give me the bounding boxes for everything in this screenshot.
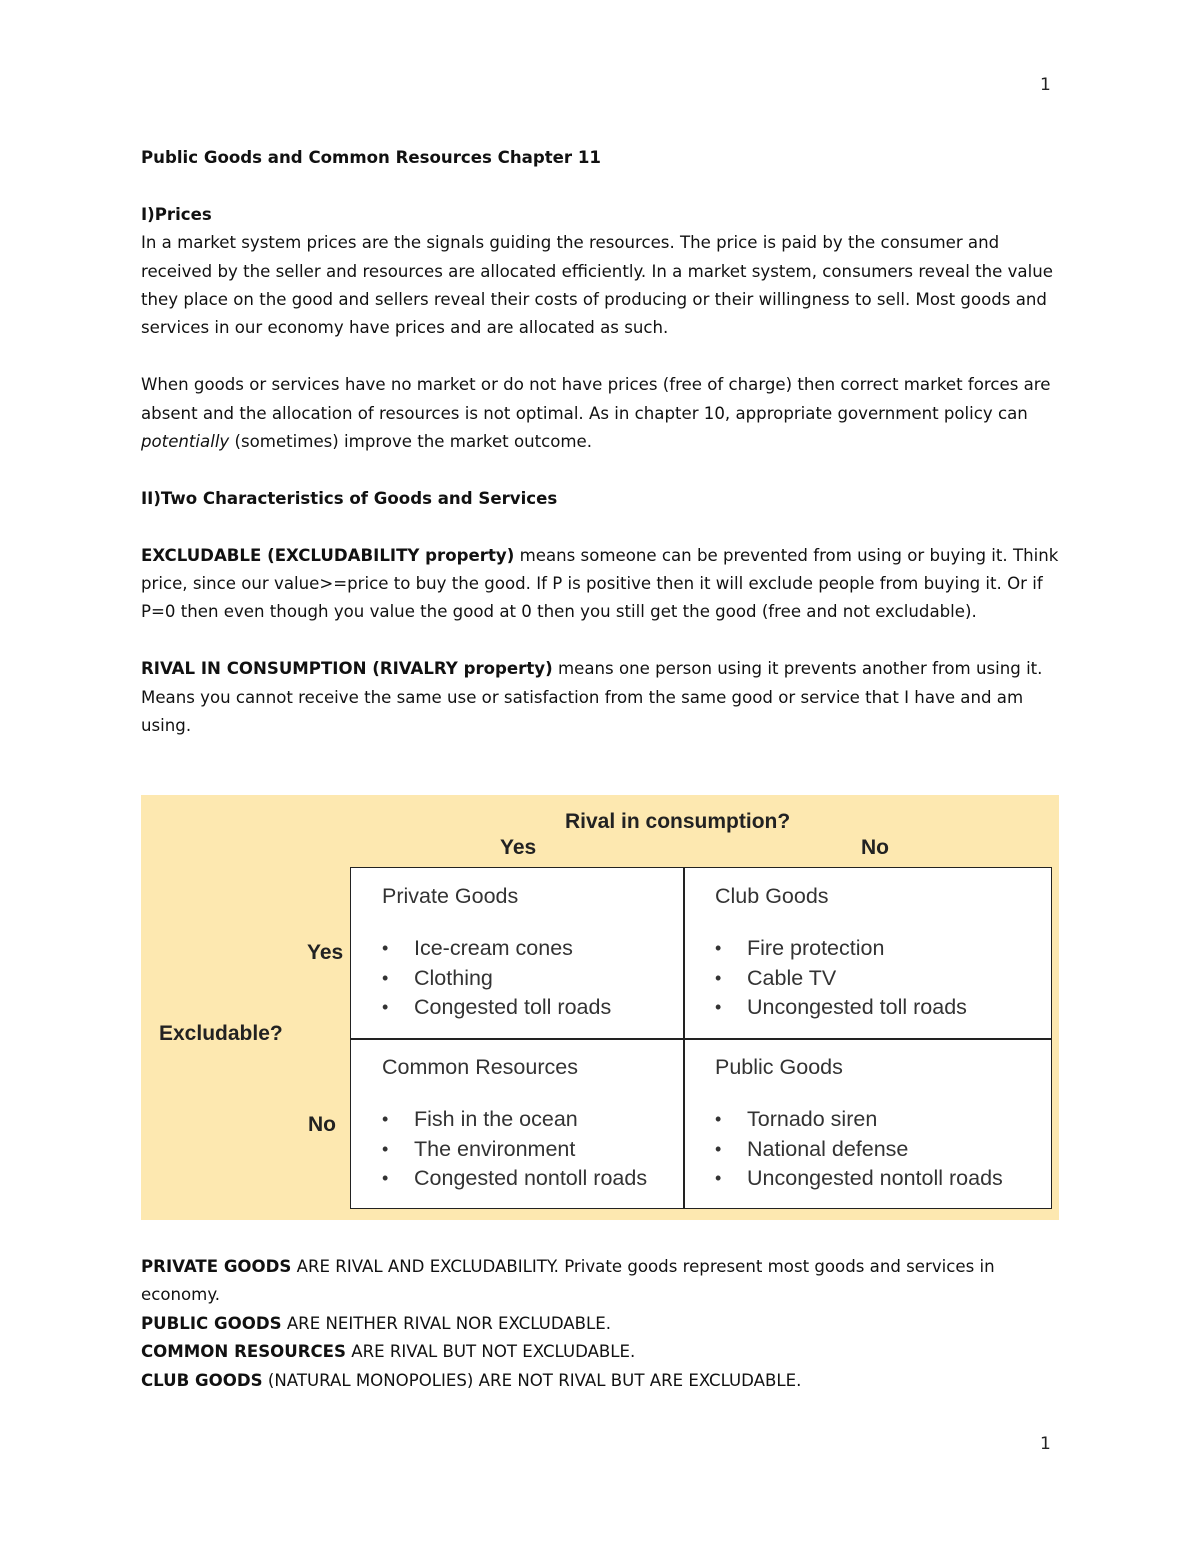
- prices-paragraph-2: When goods or services have no market or do not have prices (free of charge) then correct market forces are absent and the allocation of resources is not optimal. As in chapter 10, appropriate government policy can potentially (sometimes) improve the market outcome.: [141, 375, 1051, 452]
- definition-private-goods: PRIVATE GOODS ARE RIVAL AND EXCLUDABILITY. Private goods represent most goods and services in economy.: [141, 1257, 995, 1305]
- excludable-no-label: No: [308, 1113, 336, 1136]
- private-goods-cell: [351, 868, 681, 1038]
- list-item: • Fish in the ocean: [382, 1105, 647, 1135]
- rival-axis-title: Rival in consumption?: [565, 810, 791, 833]
- section-prices-title: I)Prices: [141, 204, 212, 224]
- definitions-block: [141, 1253, 1071, 1395]
- bullet-icon: •: [382, 967, 389, 988]
- document-body: [141, 144, 1071, 740]
- bullet-icon: •: [715, 1138, 722, 1159]
- list-item: • Congested nontoll roads: [382, 1164, 647, 1194]
- list-item: • Clothing: [382, 964, 611, 994]
- bullet-icon: •: [715, 1168, 722, 1188]
- list-item: • Ice-cream cones: [382, 934, 611, 964]
- cell-list: [715, 934, 967, 1023]
- list-item: • Fire protection: [715, 934, 967, 964]
- rival-no-label: No: [861, 836, 889, 859]
- bullet-icon: •: [382, 1168, 389, 1188]
- list-item: • Uncongested toll roads: [715, 993, 967, 1023]
- cell-title: Common Resources: [382, 1055, 578, 1079]
- bullet-icon: •: [715, 1109, 722, 1129]
- definition-common-resources: COMMON RESOURCES ARE RIVAL BUT NOT EXCLUDABLE.: [141, 1342, 636, 1362]
- definition-club-goods: CLUB GOODS (NATURAL MONOPOLIES) ARE NOT RIVAL BUT ARE EXCLUDABLE.: [141, 1370, 802, 1390]
- bullet-icon: •: [382, 997, 389, 1017]
- cell-list: [382, 934, 611, 1023]
- page-number-footer: 1: [1040, 1434, 1051, 1454]
- goods-classification-figure: [141, 795, 1059, 1220]
- list-item: • Cable TV: [715, 964, 967, 994]
- bullet-icon: •: [715, 997, 722, 1017]
- common-resources-cell: [351, 1039, 681, 1209]
- list-item: • Congested toll roads: [382, 993, 611, 1023]
- rival-yes-label: Yes: [500, 836, 537, 859]
- cell-list: [715, 1105, 1003, 1194]
- excludable-paragraph: EXCLUDABLE (EXCLUDABILITY property) means someone can be prevented from using or buying it. Think price, since our value>=price to buy the good. If P is positive then it will exclude people from buying it. Or if P=0 then even though you value the good at 0 then you still get the good (free and not excludable).: [141, 545, 1059, 622]
- excludable-axis-title: Excludable?: [159, 1022, 283, 1045]
- document-heading: Public Goods and Common Resources Chapter 11: [141, 148, 601, 167]
- bullet-icon: •: [382, 1138, 389, 1159]
- list-item: • National defense: [715, 1135, 1003, 1165]
- list-item: • The environment: [382, 1135, 647, 1165]
- cell-title: Private Goods: [382, 884, 519, 908]
- public-goods-cell: [684, 1039, 1014, 1209]
- cell-title: Club Goods: [715, 884, 829, 908]
- definition-public-goods: PUBLIC GOODS ARE NEITHER RIVAL NOR EXCLUDABLE.: [141, 1313, 612, 1333]
- bullet-icon: •: [382, 1109, 389, 1129]
- bullet-icon: •: [382, 938, 389, 958]
- bullet-icon: •: [715, 967, 722, 988]
- list-item: • Uncongested nontoll roads: [715, 1164, 1003, 1194]
- section-characteristics-title: II)Two Characteristics of Goods and Services: [141, 488, 558, 508]
- prices-paragraph-1: In a market system prices are the signals guiding the resources. The price is paid by the consumer and received by the seller and resources are allocated efficiently. In a market system, consumers reveal the value they place on the good and sellers reveal their costs of producing or their willingness to sell. Most goods and services in our economy have prices and are allocated as such.: [141, 233, 1053, 338]
- rival-paragraph: RIVAL IN CONSUMPTION (RIVALRY property) means one person using it prevents another from using it. Means you cannot receive the same use or satisfaction from the same good or service that I have and am using.: [141, 659, 1043, 736]
- italic-emphasis: potentially: [141, 432, 230, 452]
- cell-list: [382, 1105, 647, 1194]
- list-item: • Tornado siren: [715, 1105, 1003, 1135]
- bullet-icon: •: [715, 938, 722, 958]
- cell-title: Public Goods: [715, 1055, 843, 1079]
- classification-grid: [350, 867, 1052, 1209]
- page-number-header: 1: [1040, 75, 1051, 95]
- excludable-yes-label: Yes: [307, 941, 344, 964]
- club-goods-cell: [684, 868, 1014, 1038]
